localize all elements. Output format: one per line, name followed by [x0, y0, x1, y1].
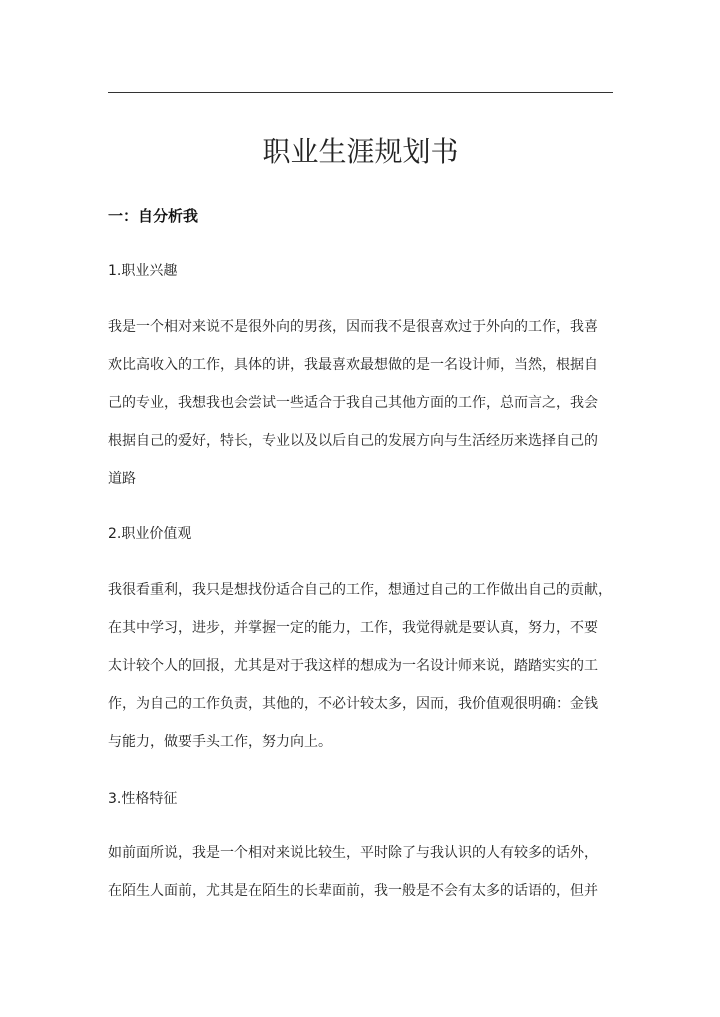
paragraph-line: 欢比高收入的工作，具体的讲，我最喜欢最想做的是一名设计师，当然，根据自 [108, 357, 598, 373]
paragraph-line: 如前面所说，我是一个相对来说比较生，平时除了与我认识的人有较多的话外， [108, 845, 598, 861]
paragraph-line: 己的专业，我想我也会尝试一些适合于我自己其他方面的工作，总而言之，我会 [108, 395, 598, 411]
section-heading: 一：自分析我 [108, 207, 199, 225]
paragraph-line: 作，为自己的工作负责，其他的，不必计较太多，因而，我价值观很明确：金钱 [108, 696, 598, 712]
paragraph-line: 在其中学习，进步，并掌握一定的能力，工作，我觉得就是要认真，努力，不要 [108, 620, 598, 636]
paragraph-line: 太计较个人的回报，尤其是对于我这样的想成为一名设计师来说，踏踏实实的工 [108, 658, 598, 674]
paragraph-personality [108, 840, 613, 916]
top-divider [108, 92, 613, 93]
paragraph-career-values [108, 577, 613, 767]
paragraph-line: 我是一个相对来说不是很外向的男孩，因而我不是很喜欢过于外向的工作，我喜 [108, 319, 598, 335]
paragraph-line: 与能力，做要手头工作，努力向上。 [108, 734, 332, 750]
paragraph-line: 在陌生人面前，尤其是在陌生的长辈面前，我一般是不会有太多的话语的，但并 [108, 883, 598, 899]
paragraph-line: 根据自己的爱好，特长，专业以及以后自己的发展方向与生活经历来选择自己的 [108, 433, 598, 449]
subheading-personality: 3.性格特征 [108, 791, 178, 807]
paragraph-career-interest [108, 314, 613, 504]
subheading-career-values: 2.职业价值观 [108, 526, 192, 542]
subheading-career-interest: 1.职业兴趣 [108, 263, 178, 279]
paragraph-line: 道路 [108, 471, 136, 487]
document-title: 职业生涯规划书 [262, 135, 459, 168]
paragraph-line: 我很看重利，我只是想找份适合自己的工作，想通过自己的工作做出自己的贡献， [108, 582, 612, 598]
